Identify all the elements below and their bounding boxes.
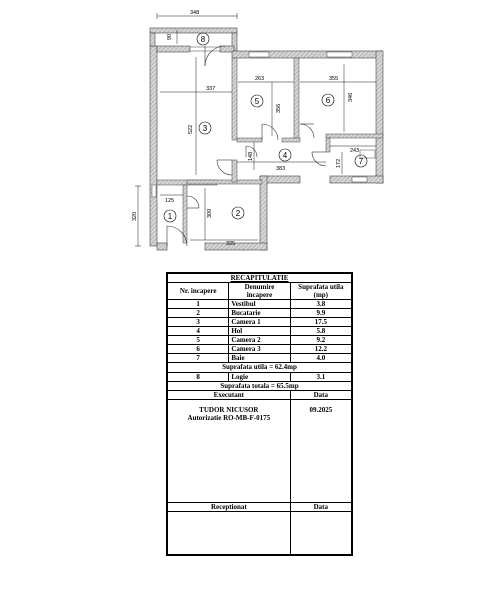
table-row [168,300,352,309]
table-row [168,327,352,336]
room-number-3: 3 [202,124,208,133]
extra-nr: 8 [168,372,229,381]
room-name: Vestibul [229,300,290,309]
dim-hol-depth: 148 [248,151,254,161]
dim-camera2-width: 263 [255,76,265,82]
room-area: 9.2 [290,336,351,345]
recap-title: RECAPITULATIE [168,274,352,283]
dim-camera3-length: 346 [348,92,354,102]
date-label-2: Data [290,502,351,511]
executant-name: TUDOR NICUSOR [199,405,259,414]
room-number-5: 5 [254,97,260,106]
recap-table [166,272,353,556]
room-name: Camera 2 [229,336,290,345]
header-area: Suprafata utila (mp) [290,283,351,300]
room-number-8: 8 [200,35,206,44]
room-number-6: 6 [325,96,331,105]
room-name: Hol [229,327,290,336]
dim-bucatarie-length: 309 [207,208,213,218]
room-area: 3.8 [290,300,351,309]
header-name: Denumire incapere [229,283,290,300]
room-nr: 4 [168,327,229,336]
room-number-1: 1 [167,212,173,221]
room-nr: 2 [168,309,229,318]
room-nr: 6 [168,345,229,354]
table-row [168,372,352,381]
room-nr: 5 [168,336,229,345]
dim-camera2-length: 356 [276,103,282,113]
room-number-4: 4 [282,151,288,160]
room-name: Baie [229,354,290,363]
room-nr: 1 [168,300,229,309]
dim-vestibul-width: 125 [165,198,175,204]
room-number-2: 2 [235,209,241,218]
dim-bucatarie-width: 325 [226,241,236,247]
executant-authorization: Autorizatie RO-MB-F-0175 [187,413,271,422]
dim-hol-width: 383 [276,166,286,172]
doors [167,46,326,246]
dim-vestibul-length: 320 [132,211,138,221]
room-area: 9.9 [290,309,351,318]
executant-label: Executant [168,390,291,399]
dim-camera1-length: 522 [188,124,194,134]
receptionat-label: Receptionat [168,502,291,511]
dim-logia-depth: 90 [167,33,173,40]
room-nr: 3 [168,318,229,327]
grand-total: Suprafata totala = 65.5mp [168,381,352,390]
room-number-7: 7 [358,157,364,166]
extra-name: Logie [229,372,290,381]
windows [152,47,367,197]
table-row [168,336,352,345]
room-name: Camera 1 [229,318,290,327]
dim-camera1-width: 337 [206,86,216,92]
dim-camera3-width: 355 [329,76,339,82]
room-area: 12.2 [290,345,351,354]
header-nr: Nr. incapere [168,283,229,300]
useful-total: Suprafata utila = 62.4mp [168,363,352,372]
room-area: 4.0 [290,354,351,363]
extra-area: 3.1 [290,372,351,381]
date-label: Data [290,390,351,399]
room-area: 17.5 [290,318,351,327]
room-name: Bucatarie [229,309,290,318]
executant-block [168,399,291,502]
floor-plan [0,0,484,262]
table-row [168,318,352,327]
date-value: 09.2025 [290,399,351,502]
table-row [168,354,352,363]
receptionat-date [290,511,351,554]
room-name: Camera 3 [229,345,290,354]
room-area: 5.8 [290,327,351,336]
receptionat-block [168,511,291,554]
room-nr: 7 [168,354,229,363]
dim-baie-depth: 172 [336,158,342,168]
dim-baie-width: 243 [350,148,360,154]
table-row [168,345,352,354]
table-row [168,309,352,318]
dim-total-width: 348 [190,10,200,16]
